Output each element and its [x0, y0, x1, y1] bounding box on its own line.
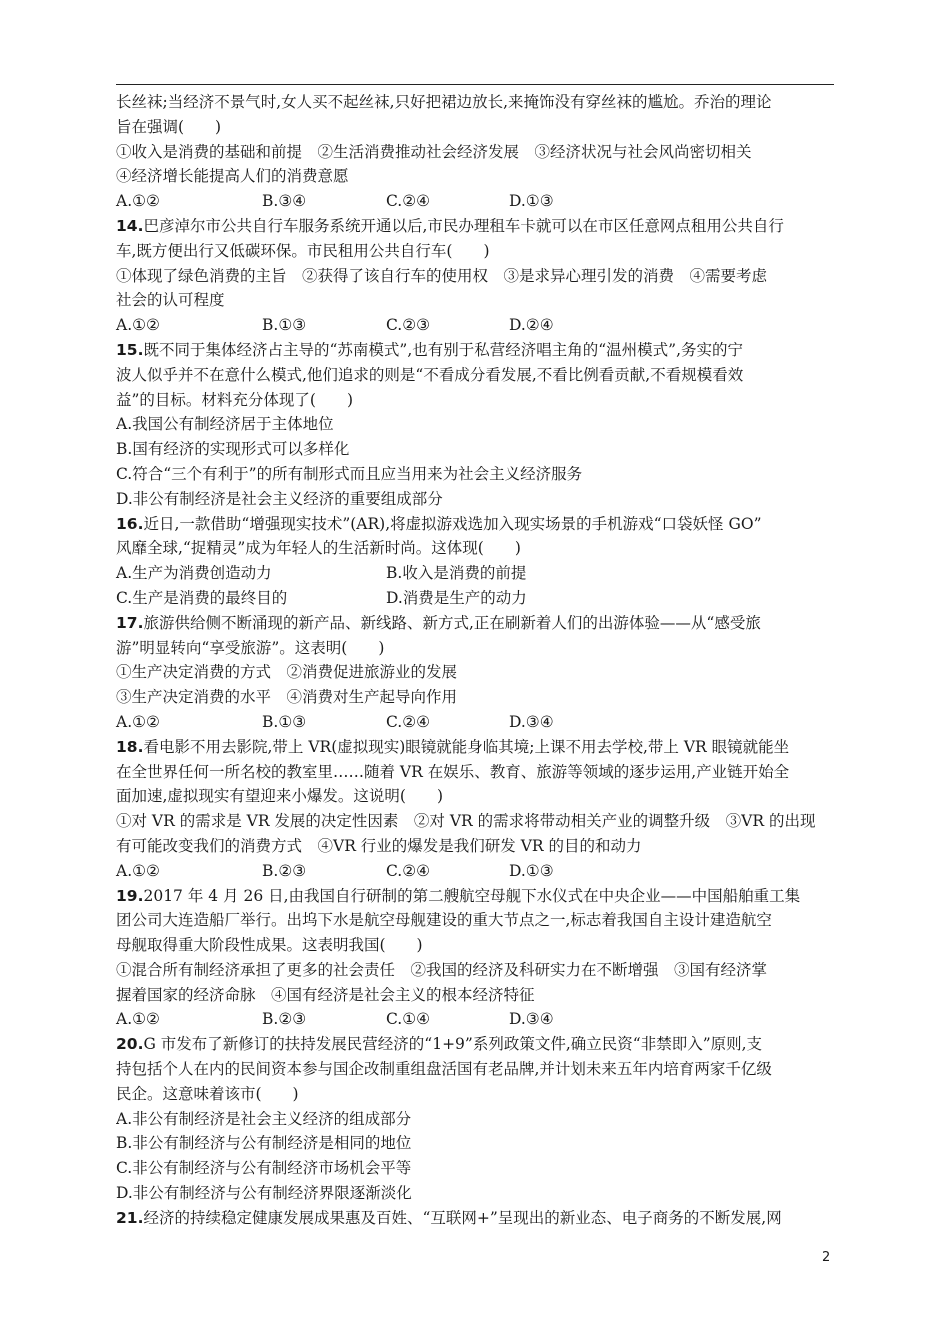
stem-text: 看电影不用去影院,带上 VR(虚拟现实)眼镜就能身临其境;上课不用去学校,带上 VR 眼镜就能坐: [143, 737, 790, 756]
stem-text: 近日,一款借助“增强现实技术”(AR),将虚拟游戏选加入现实场景的手机游戏“口袋妖怪 GO”: [143, 514, 762, 533]
statement-line: ①对 VR 的需求是 VR 发展的决定性因素 ②对 VR 的需求将带动相关产业的调整升级 ③VR 的出现: [116, 812, 816, 831]
stem-line: [116, 338, 836, 363]
question-15: [116, 338, 836, 512]
statement-line: 有可能改变我们的消费方式 ④VR 行业的爆发是我们研发 VR 的目的和动力: [116, 836, 642, 855]
option-b: B.非公有制经济与公有制经济是相同的地位: [116, 1134, 412, 1153]
question-13-continued: [116, 90, 836, 214]
stem-line: 长丝袜;当经济不景气时,女人买不起丝袜,只好把裙边放长,来掩饰没有穿丝袜的尴尬。乔治的理论: [116, 93, 772, 111]
stem-text: 2017 年 4 月 26 日,由我国自行研制的第二艘航空母舰下水仪式在中央企业——中国船舶重工集: [143, 886, 801, 905]
question-number: 20.: [116, 1035, 144, 1054]
stem-text: G 市发布了新修订的扶持发展民营经济的“1+9”系列政策文件,确立民资“非禁即入”原则,支: [143, 1035, 763, 1054]
stem-text: 既不同于集体经济占主导的“苏南模式”,也有别于私营经济唱主角的“温州模式”,务实的宁: [143, 340, 744, 359]
option-b: B.③④: [262, 192, 307, 211]
stem-line: 民企。这意味着该市( ): [116, 1084, 299, 1103]
option-d: D.①③: [509, 861, 554, 880]
stem-line: 面加速,虚拟现实有望迎来小爆发。这说明( ): [116, 787, 444, 806]
stem-line: 益”的目标。材料充分体现了( ): [116, 390, 354, 409]
stem-line: [116, 1206, 836, 1231]
question-number: 21.: [116, 1208, 144, 1227]
option-d: D.非公有制经济与公有制经济界限逐渐淡化: [116, 1184, 412, 1203]
statement-line: ③生产决定消费的水平 ④消费对生产起导向作用: [116, 688, 458, 707]
option-a: A.我国公有制经济居于主体地位: [116, 415, 334, 434]
question-number: 15.: [116, 340, 144, 359]
option-a: A.①②: [116, 1010, 160, 1029]
statement-line: 握着国家的经济命脉 ④国有经济是社会主义的根本经济特征: [116, 985, 535, 1004]
answer-options: [116, 313, 836, 338]
stem-line: 风靡全球,“捉精灵”成为年轻人的生活新时尚。这体现( ): [116, 539, 521, 558]
question-14: [116, 214, 836, 338]
statement-line: ①生产决定消费的方式 ②消费促进旅游业的发展: [116, 663, 458, 682]
question-list: [116, 90, 836, 1231]
stem-line: 车,既方便出行又低碳环保。市民租用公共自行车( ): [116, 241, 490, 260]
option-d: D.消费是生产的动力: [386, 588, 527, 607]
stem-line: 旨在强调( ): [116, 117, 222, 136]
option-c: C.①④: [386, 1010, 431, 1029]
option-c: C.②④: [386, 712, 431, 731]
option-b: B.②③: [262, 861, 307, 880]
stem-line: [116, 884, 836, 909]
question-18: [116, 735, 836, 884]
option-d: D.②④: [509, 316, 554, 335]
stem-line: [116, 735, 836, 760]
option-c: C.非公有制经济与公有制经济市场机会平等: [116, 1159, 412, 1178]
option-a: A.①②: [116, 861, 160, 880]
answer-options-row-2: [116, 586, 836, 611]
stem-line: [116, 611, 836, 636]
stem-line: 在全世界任何一所名校的教室里……随着 VR 在娱乐、教育、旅游等领域的逐步运用,产业链开始全: [116, 762, 790, 781]
option-b: B.①③: [262, 316, 307, 335]
option-d: D.③④: [509, 1010, 554, 1029]
question-number: 16.: [116, 514, 144, 533]
answer-options: [116, 1007, 836, 1032]
option-b: B.国有经济的实现形式可以多样化: [116, 440, 350, 459]
question-number: 14.: [116, 216, 144, 235]
option-a: A.①②: [116, 192, 160, 211]
option-a: A.①②: [116, 316, 160, 335]
question-19: [116, 884, 836, 1033]
stem-line: [116, 512, 836, 537]
statement-line: ①混合所有制经济承担了更多的社会责任 ②我国的经济及科研实力在不断增强 ③国有经济掌: [116, 960, 768, 979]
stem-line: [116, 214, 836, 239]
statement-line: ④经济增长能提高人们的消费意愿: [116, 167, 349, 186]
question-17: [116, 611, 836, 735]
option-a: A.非公有制经济是社会主义经济的组成部分: [116, 1109, 412, 1128]
stem-line: [116, 1032, 836, 1057]
option-d: D.①③: [509, 192, 554, 211]
answer-options: [116, 859, 836, 884]
stem-line: 波人似乎并不在意什么模式,他们追求的则是“不看成分看发展,不看比例看贡献,不看规模看效: [116, 365, 744, 384]
option-b: B.收入是消费的前提: [386, 564, 527, 583]
question-21: [116, 1206, 836, 1231]
option-a: A.①②: [116, 712, 160, 731]
question-16: [116, 512, 836, 611]
stem-line: 持包括个人在内的民间资本参与国企改制重组盘活国有老品牌,并计划未来五年内培育两家千亿级: [116, 1060, 772, 1079]
question-number: 19.: [116, 886, 144, 905]
stem-line: 母舰取得重大阶段性成果。这表明我国( ): [116, 936, 423, 955]
stem-text: 旅游供给侧不断涌现的新产品、新线路、新方式,正在刷新着人们的出游体验——从“感受旅: [143, 613, 761, 632]
option-c: C.②④: [386, 861, 431, 880]
stem-text: 经济的持续稳定健康发展成果惠及百姓、“互联网+”呈现出的新业态、电子商务的不断发展,网: [143, 1208, 782, 1227]
option-a: A.生产为消费创造动力: [116, 564, 272, 583]
page-number: 2: [822, 1250, 831, 1265]
stem-line: 游”明显转向“享受旅游”。这表明( ): [116, 638, 385, 657]
option-c: C.生产是消费的最终目的: [116, 588, 288, 607]
option-b: B.①③: [262, 712, 307, 731]
question-number: 18.: [116, 737, 144, 756]
answer-options: [116, 189, 836, 214]
statement-line: ①收入是消费的基础和前提 ②生活消费推动社会经济发展 ③经济状况与社会风尚密切相关: [116, 142, 752, 161]
question-number: 17.: [116, 613, 144, 632]
statement-line: ①体现了绿色消费的主旨 ②获得了该自行车的使用权 ③是求异心理引发的消费 ④需要考虑: [116, 266, 768, 285]
stem-line: 团公司大连造船厂举行。出坞下水是航空母舰建设的重大节点之一,标志着我国自主设计建造航空: [116, 911, 772, 930]
option-b: B.②③: [262, 1010, 307, 1029]
option-d: D.③④: [509, 712, 554, 731]
option-c: C.②④: [386, 192, 431, 211]
option-d: D.非公有制经济是社会主义经济的重要组成部分: [116, 489, 443, 508]
answer-options-row-1: [116, 561, 836, 586]
option-c: C.符合“三个有利于”的所有制形式而且应当用来为社会主义经济服务: [116, 464, 583, 483]
header-rule: [116, 84, 834, 85]
answer-options: [116, 710, 836, 735]
question-20: [116, 1032, 836, 1206]
option-c: C.②③: [386, 316, 431, 335]
statement-line: 社会的认可程度: [116, 291, 225, 310]
stem-text: 巴彦淖尔市公共自行车服务系统开通以后,市民办理租车卡就可以在市区任意网点租用公共自行: [143, 216, 784, 235]
